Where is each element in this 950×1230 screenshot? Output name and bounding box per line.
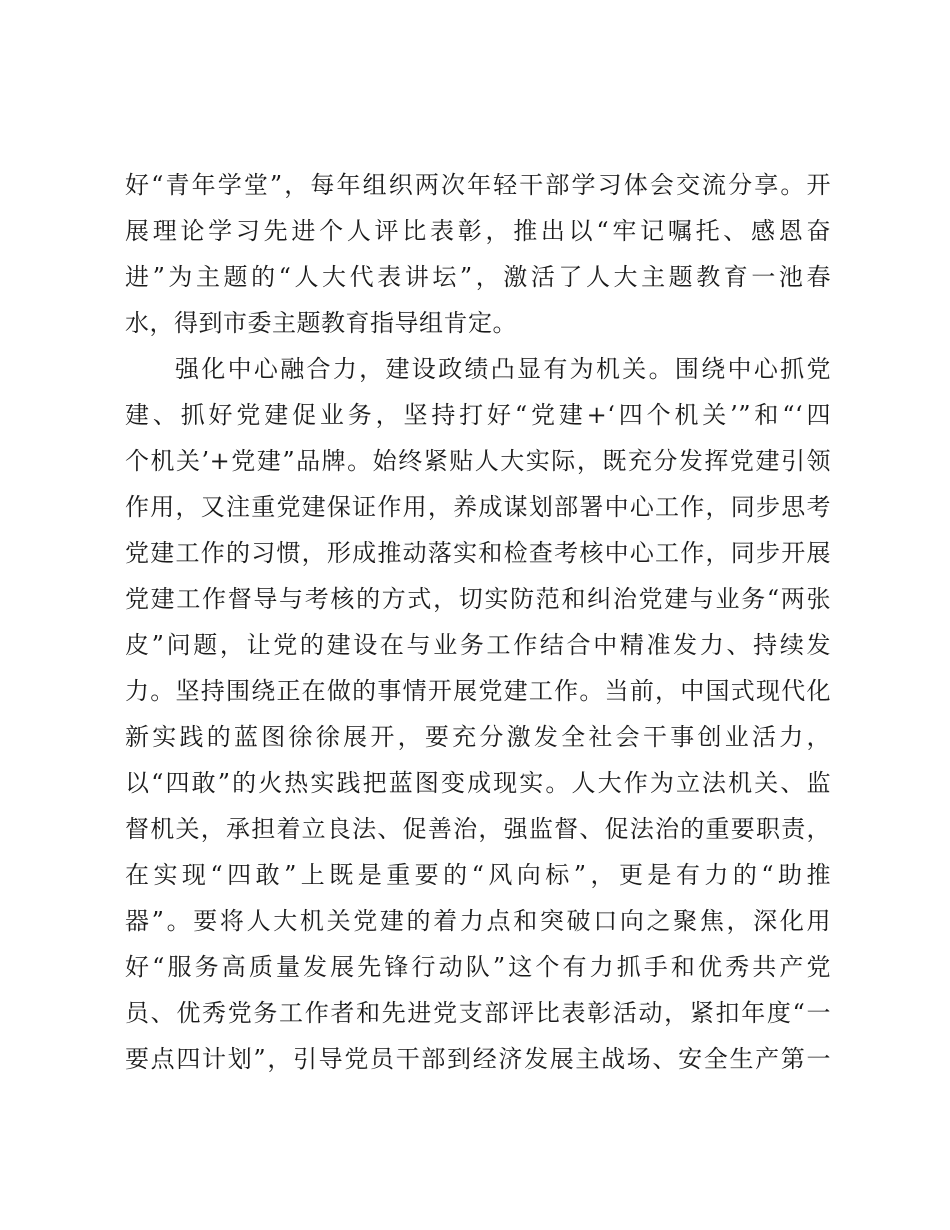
text-line: 强化中心融合力，建设政绩凸显有为机关。围绕中心抓党 [175, 355, 831, 383]
text-line: 在实现“四敢”上既是重要的“风向标”，更是有力的“助推 [125, 861, 831, 889]
paragraph-2 [125, 346, 831, 1082]
text-line: 力。坚持围绕正在做的事情开展党建工作。当前，中国式现代化 [125, 677, 831, 705]
paragraph-1 [125, 162, 831, 346]
text-line: 展理论学习先进个人评比表彰，推出以“牢记嘱托、感恩奋 [125, 217, 831, 245]
text-line: 器”。要将人大机关党建的着力点和突破口向之聚焦，深化用 [125, 907, 831, 935]
text-line: 党建工作的习惯，形成推动落实和检查考核中心工作，同步开展 [125, 539, 831, 567]
text-line: 好“青年学堂”，每年组织两次年轻干部学习体会交流分享。开 [125, 171, 831, 199]
text-line: 个机关’+党建”品牌。始终紧贴人大实际，既充分发挥党建引领 [125, 447, 831, 475]
text-line: 要点四计划”，引导党员干部到经济发展主战场、安全生产第一 [125, 1045, 831, 1073]
text-line: 党建工作督导与考核的方式，切实防范和纠治党建与业务“两张 [125, 585, 831, 613]
text-line: 以“四敢”的火热实践把蓝图变成现实。人大作为立法机关、监 [125, 769, 831, 797]
text-line: 建、抓好党建促业务，坚持打好“党建+‘四个机关’”和“‘四 [125, 401, 831, 429]
text-line: 皮”问题，让党的建设在与业务工作结合中精准发力、持续发 [125, 631, 831, 659]
document-page [125, 162, 831, 1082]
text-line: 员、优秀党务工作者和先进党支部评比表彰活动，紧扣年度“一 [125, 999, 831, 1027]
text-line: 督机关，承担着立良法、促善治，强监督、促法治的重要职责， [125, 815, 831, 843]
text-line: 好“服务高质量发展先锋行动队”这个有力抓手和优秀共产党 [125, 953, 831, 981]
text-line: 进”为主题的“人大代表讲坛”，激活了人大主题教育一池春 [125, 263, 831, 291]
text-line: 水，得到市委主题教育指导组肯定。 [125, 309, 517, 337]
text-line: 新实践的蓝图徐徐展开，要充分激发全社会干事创业活力， [125, 723, 831, 751]
text-line: 作用，又注重党建保证作用，养成谋划部署中心工作，同步思考 [125, 493, 831, 521]
